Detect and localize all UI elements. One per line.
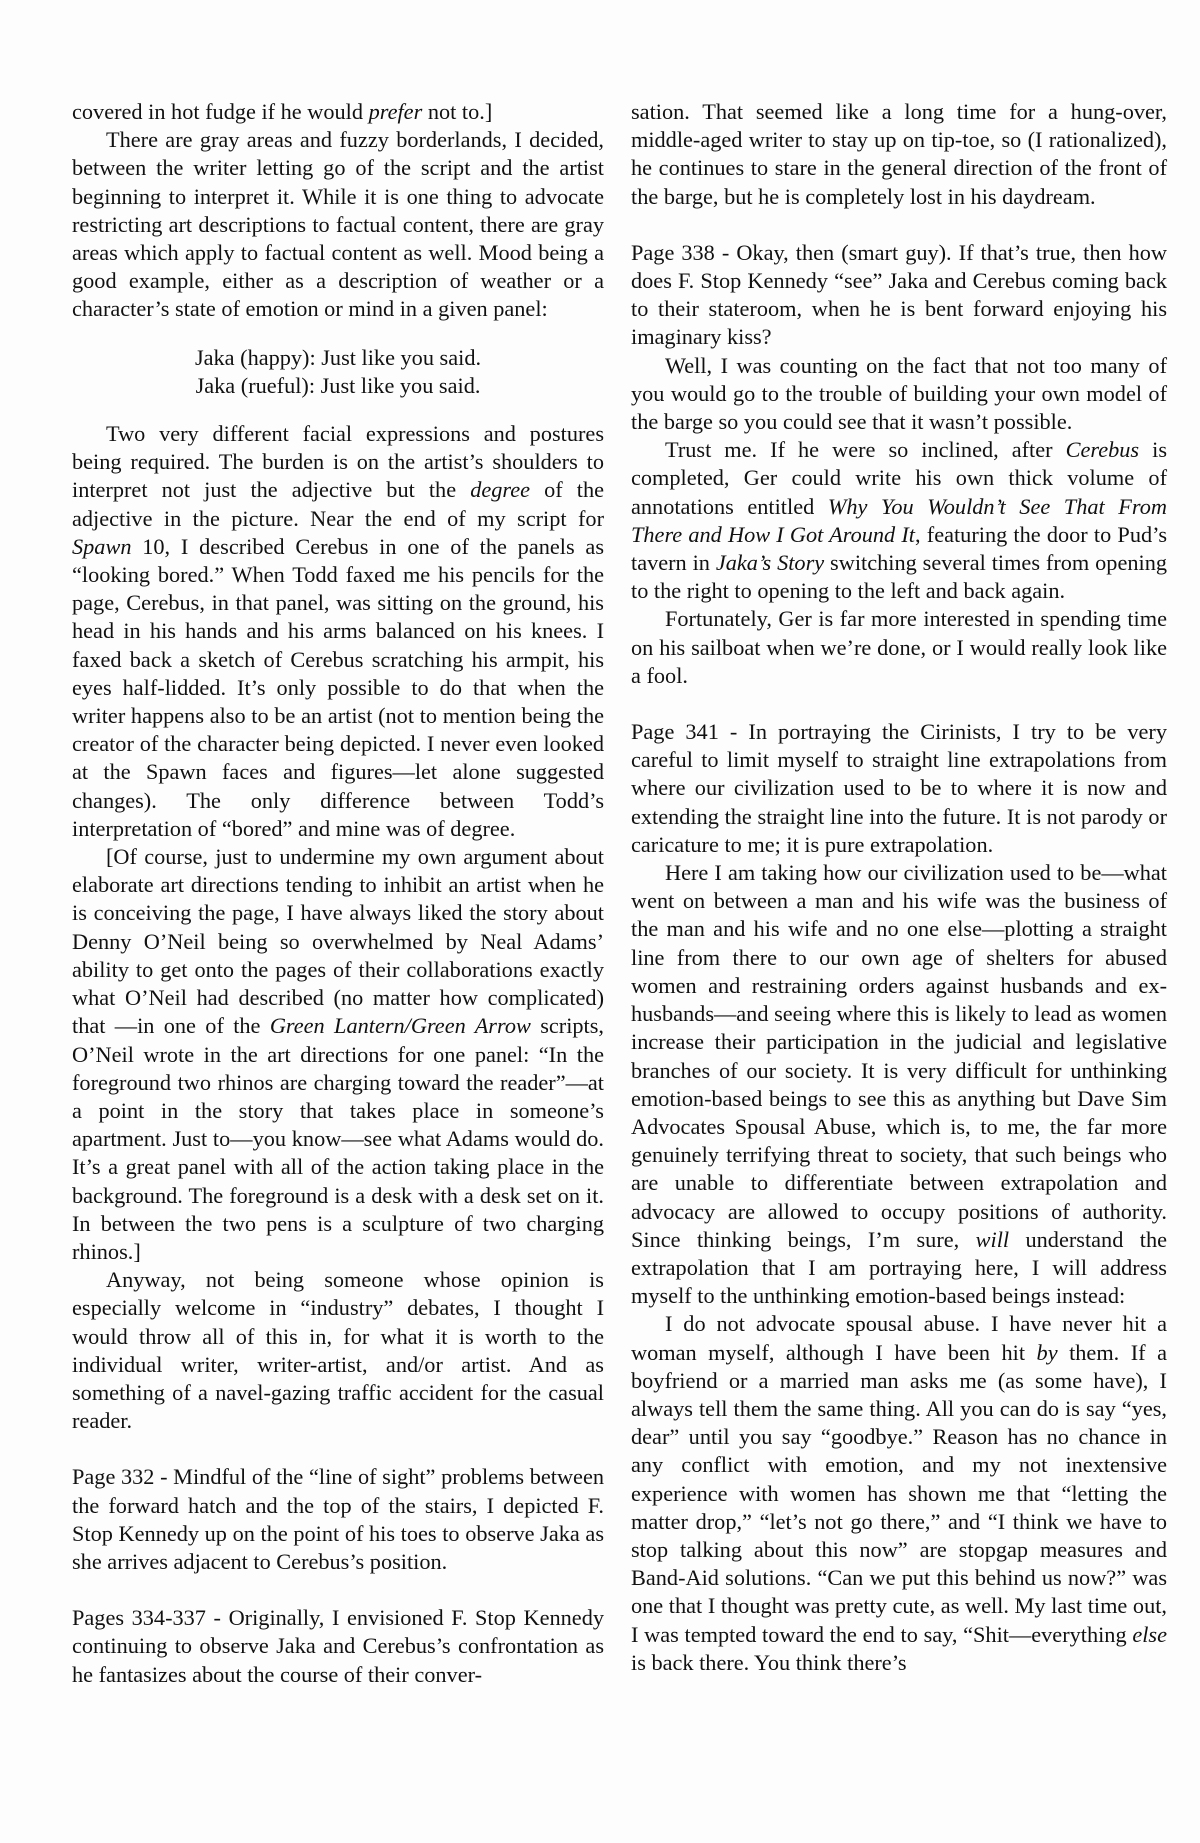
paragraph: sation. That seemed like a long time for a hung-over, middle-aged writer to stay up on tip-toe, so (I rationalized), he continues to stare in the general direction of the front of the barge, but he is completely lost in his daydream. xyxy=(631,99,1167,209)
paragraph: Fortunately, Ger is far more interested in spending time on his sailboat when we’re done, or I would really look like a fool. xyxy=(631,606,1167,688)
paragraph: Well, I was counting on the fact that not too many of you would go to the trouble of building your own model of the barge so you could see that it wasn’t possible. xyxy=(631,352,1167,435)
right-column xyxy=(631,98,1167,1677)
script-dialogue-line: Jaka (happy): Just like you said. xyxy=(194,344,482,370)
paragraph: Anyway, not being someone whose opinion is especially welcome in “industry” debates, I thought I would throw all of this in, for what it is worth to the individual writer, writer-artist, and/or artist. And as something of a navel-gazing traffic accident for the casual reader. xyxy=(72,1267,604,1434)
paragraph: covered in hot fudge if he would prefer not to.] xyxy=(72,99,493,124)
paragraph: There are gray areas and fuzzy borderlands, I decided, between the writer letting go of the script and the artist beginning to interpret it. While it is one thing to advocate restricting art descriptions to factual content, there are gray areas which apply to factual content as well. Mood being a good example, either as a description of weather or a character’s state of emotion or mind in a given panel: xyxy=(72,127,604,322)
paragraph: Two very different facial expressions and postures being required. The burden is on the artist’s shoulders to interpret not just the adjective but the degree of the adjective in the picture. Near the end of my script for Spawn 10, I described Cerebus in one of the panels as “looking bored.” When Todd faxed me his pencils for the page, Cerebus, in that panel, was sitting on the ground, his head in his hands and his arms balanced on his knees. I faxed back a sketch of Cerebus scratching his armpit, his eyes half-lidded. It’s only possible to do that when the writer happens also to be an artist (not to mention being the creator of the character being depicted. I never even looked at the Spawn faces and figures—let alone suggested changes). The only difference between Todd’s interpretation of “bored” and mine was of degree. xyxy=(72,421,604,841)
paragraph: Trust me. If he were so inclined, after Cerebus is completed, Ger could write his own thick volume of annotations entitled Why You Wouldn’t See That From There and How I Got Around It, featuring the door to Pud’s tavern in Jaka’s Story switching several times from opening to the right to opening to the left and back again. xyxy=(631,437,1168,604)
annotation-pages-334-337: Pages 334-337 - Originally, I envisioned F. Stop Kennedy continuing to observe Jaka and Cerebus’s confrontation as he fantasizes about the course of their conver- xyxy=(72,1605,604,1687)
annotation-page-341: Page 341 - In portraying the Cirinists, I try to be very careful to limit myself to straight line extrapolations from where our civilization used to be to where it is now and extending the straight line into the future. It is not parody or caricature to me; it is pure extrapolation. xyxy=(631,719,1167,857)
script-dialogue-line: Jaka (rueful): Just like you said. xyxy=(195,372,481,398)
left-column xyxy=(72,98,604,1689)
annotation-page-332: Page 332 - Mindful of the “line of sight” problems between the forward hatch and the top of the stairs, I depicted F. Stop Kennedy up on the point of his toes to observe Jaka as she arrives adjacent to Cerebus’s position. xyxy=(72,1464,604,1574)
paragraph: [Of course, just to undermine my own argument about elaborate art directions tending to inhibit an artist when he is conceiving the page, I have always liked the story about Denny O’Neil being so overwhelmed by Neal Adams’ ability to get onto the pages of their collaborations exactly what O’Neil had described (no matter how complicated) that —in one of the Green Lantern/Green Arrow scripts, O’Neil wrote in the art directions for one panel: “In the foreground two rhinos are charging toward the reader”—at a point in the story that takes place in someone’s apartment. Just to—you know—see what Adams would do. It’s a great panel with all of the action taking place in the background. The foreground is a desk with a desk set on it. In between the two pens is a sculpture of two charging rhinos.] xyxy=(72,844,604,1264)
paragraph: Here I am taking how our civilization used to be—what went on between a man and his wife was the business of the man and his wife and no one else—plotting a straight line from there to our own age of shelters for abused women and restraining orders against husbands and ex-husbands—and seeing where this is likely to lead as women increase their participation in the judicial and legislative branches of our society. It is very difficult for unthinking emotion-based beings to see this as anything but Dave Sim Advocates Spousal Abuse, which is, to me, the far more genuinely terrifying threat to society, that such beings who are unable to differentiate between extrapolation and advocacy are allowed to occupy positions of authority. Since thinking beings, I’m sure, will understand the extrapolation that I am portraying here, I will address myself to the unthinking emotion-based beings instead: xyxy=(631,860,1167,1309)
annotation-page-338: Page 338 - Okay, then (smart guy). If that’s true, then how does F. Stop Kennedy “see” Jaka and Cerebus coming back to their stateroom, when he is bent forward enjoying his imaginary kiss? xyxy=(631,239,1167,350)
paragraph: I do not advocate spousal abuse. I have never hit a woman myself, although I have been hit by them. If a boyfriend or a married man asks me (as some have), I always tell them the same thing. All you can do is say “yes, dear” until you say “goodbye.” Reason has no chance in any conflict with emotion, and my not inextensive experience with women has shown me that “letting the matter drop,” “let’s not go there,” and “I think we have to stop talking about this now” are stopgap measures and Band-Aid solutions. “Can we put this behind us now?” was one that I thought was pretty cute, as well. My last time out, I was tempted toward the end to say, “Shit—everything else is back there. You think there’s xyxy=(631,1311,1167,1675)
